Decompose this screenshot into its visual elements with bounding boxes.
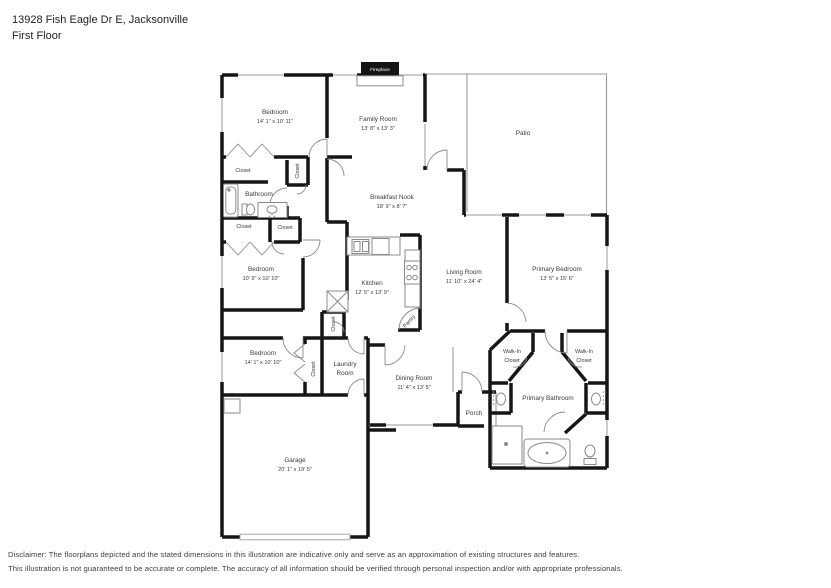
room-label-bedroom-3: Bedroom <box>250 350 276 357</box>
room-label-kitchen: Kitchen <box>361 280 383 287</box>
room-dims-bedroom-2: 10' 9" x 10' 10" <box>242 276 280 282</box>
disclaimer-line-1: Disclaimer: The floorplans depicted and the stated dimensions in this illustration are indicative only and serve as an approximation of existing structures and features. <box>8 550 580 559</box>
address-title: 13928 Fish Eagle Dr E, Jacksonville <box>12 14 189 26</box>
room-dims-dining-room: 11' 4" x 13' 5" <box>397 385 431 391</box>
room-label-closet-b: Closet <box>295 163 301 179</box>
patio-outline <box>425 74 607 214</box>
vanity-sink-right <box>592 393 601 405</box>
room-label-pantry: Pantry <box>402 313 418 330</box>
room-label-living-room: Living Room <box>446 269 482 276</box>
room-label-wic-right-2: Closet <box>576 358 592 364</box>
room-label-garage: Garage <box>284 457 306 464</box>
room-label-bathroom: Bathroom <box>245 191 273 198</box>
garage-door <box>240 534 350 540</box>
room-label-primary-bedroom: Primary Bedroom <box>532 266 582 273</box>
room-dims-family-room: 13' 8" x 13' 3" <box>361 126 395 132</box>
fireplace-hearth <box>357 76 403 86</box>
disclaimer-line-2: This illustration is not guaranteed to be accurate or complete. The accuracy of all information should be verified through personal inspection and/or with appropriate professionals. <box>8 564 623 573</box>
room-dims-living-room: 11' 10" x 24' 4" <box>445 279 483 285</box>
stove <box>405 261 421 284</box>
bathroom-sink <box>267 206 277 214</box>
water-heater-pad <box>224 399 240 413</box>
room-dims-bedroom-3: 14' 1" x 10' 10" <box>244 360 282 366</box>
room-label-laundry: Laundry <box>333 361 357 368</box>
room-dims-garage: 20' 1" x 19' 5" <box>278 467 312 473</box>
primary-toilet <box>585 445 595 457</box>
room-label-dining-room: Dining Room <box>395 375 433 382</box>
room-label-laundry-2: Room <box>336 370 354 377</box>
room-label-wic-right: Walk-In <box>574 349 594 355</box>
room-label-closet-e: Closet <box>331 316 337 332</box>
room-label-porch: Porch <box>465 410 483 417</box>
room-label-primary-bathroom: Primary Bathroom <box>522 395 574 402</box>
room-label-wic-left: Walk-In <box>502 349 522 355</box>
fireplace-label: Fireplace <box>370 67 390 73</box>
room-dims-breakfast-nook: 18' 9" x 8' 7" <box>376 204 408 210</box>
room-label-bedroom-1: Bedroom <box>262 109 288 116</box>
room-dims-bedroom-1: 14' 1" x 10' 11" <box>256 119 294 125</box>
room-label-closet-d: Closet <box>311 361 317 377</box>
room-label-family-room: Family Room <box>359 116 397 123</box>
vanity-sink-left <box>497 393 506 405</box>
room-dims-kitchen: 12' 5" x 13' 9" <box>355 290 389 296</box>
room-label-closet-c1: Closet <box>236 224 252 230</box>
room-label-closet-a: Closet <box>235 168 251 174</box>
room-dims-primary-bedroom: 13' 5" x 15' 6" <box>540 276 574 282</box>
refrigerator <box>372 239 389 255</box>
room-label-breakfast-nook: Breakfast Nook <box>370 194 414 201</box>
room-label-wic-left-2: Closet <box>504 358 520 364</box>
closet-chevrons <box>226 144 305 382</box>
room-label-bedroom-2: Bedroom <box>248 266 274 273</box>
floor-title: First Floor <box>12 30 62 42</box>
room-label-patio: Patio <box>515 130 531 137</box>
room-label-closet-c2: Closet <box>277 225 293 231</box>
